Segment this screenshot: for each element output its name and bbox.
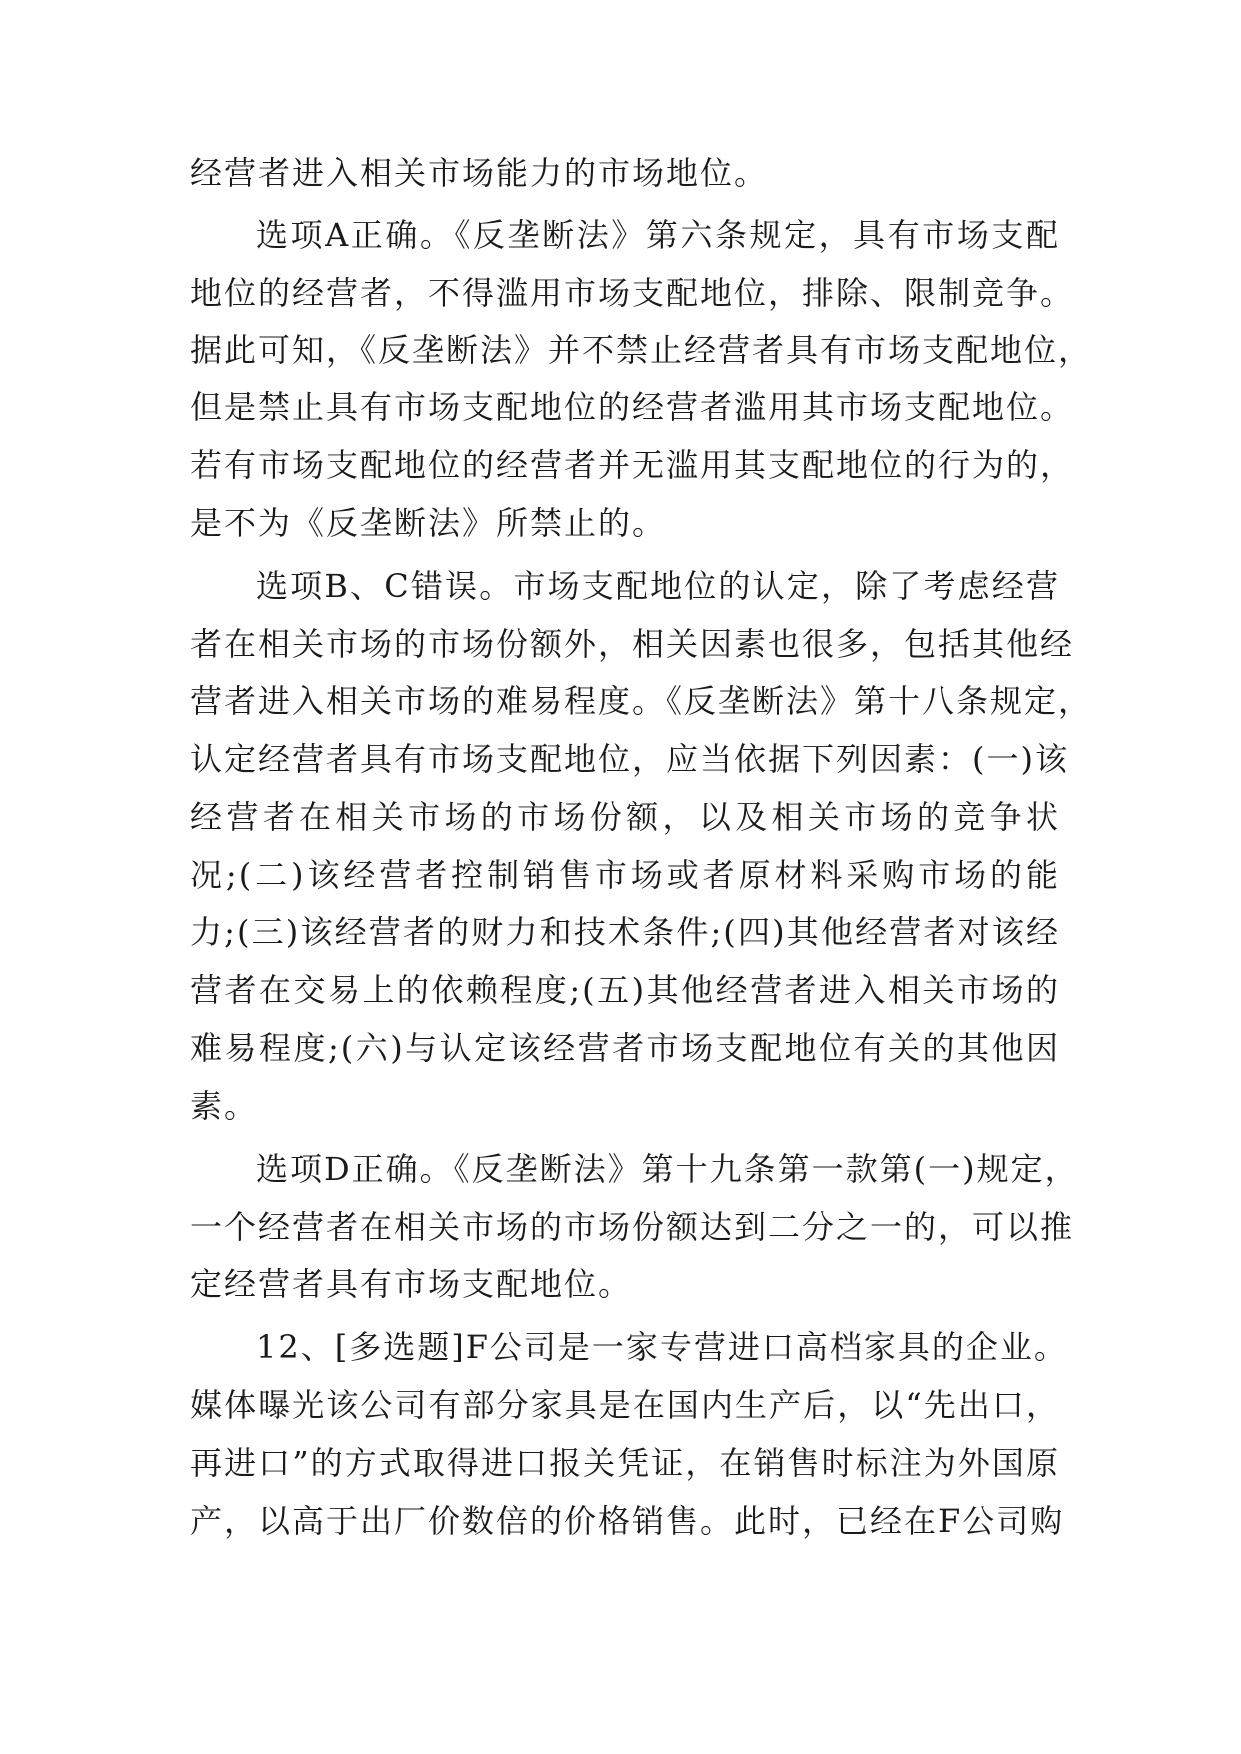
text-line: 难易程度;(六)与认定该经营者市场支配地位有关的其他因 [190, 1029, 1060, 1067]
text-line: 选项B、C错误。市场支配地位的认定，除了考虑经营 [256, 567, 1060, 605]
text-line: 况;(二)该经营者控制销售市场或者原材料采购市场的能 [190, 856, 1060, 894]
text-line: 12、[多选题]F公司是一家专营进口高档家具的企业。 [256, 1328, 1068, 1366]
text-line: 营者进入相关市场的难易程度。《反垄断法》第十八条规定， [190, 682, 1093, 720]
text-line: 一个经营者在相关市场的市场份额达到二分之一的，可以推 [190, 1208, 1075, 1246]
text-line: 素。 [190, 1087, 259, 1125]
text-line: 地位的经营者，不得滥用市场支配地位，排除、限制竞争。 [190, 274, 1075, 312]
text-line: 营者在交易上的依赖程度;(五)其他经营者进入相关市场的 [190, 971, 1060, 1009]
text-line: 者在相关市场的市场份额外，相关因素也很多，包括其他经 [190, 625, 1075, 663]
text-line: 再进口”的方式取得进口报关凭证，在销售时标注为外国原 [190, 1444, 1060, 1482]
text-line: 经营者进入相关市场能力的市场地位。 [190, 154, 769, 192]
text-line: 据此可知，《反垄断法》并不禁止经营者具有市场支配地位， [190, 331, 1093, 369]
text-line: 定经营者具有市场支配地位。 [190, 1265, 633, 1303]
text-line: 是不为《反垄断法》所禁止的。 [190, 504, 667, 542]
text-line: 认定经营者具有市场支配地位，应当依据下列因素：(一)该 [190, 740, 1069, 778]
text-line: 但是禁止具有市场支配地位的经营者滥用其市场支配地位。 [190, 388, 1075, 426]
text-line: 媒体曝光该公司有部分家具是在国内生产后，以“先出口， [190, 1386, 1060, 1424]
text-line: 选项D正确。《反垄断法》第十九条第一款第(一)规定， [256, 1150, 1079, 1188]
text-line: 产，以高于出厂价数倍的价格销售。此时，已经在F公司购 [190, 1502, 1065, 1540]
text-line: 经营者在相关市场的市场份额，以及相关市场的竞争状 [190, 798, 1060, 836]
text-line: 选项A正确。《反垄断法》第六条规定，具有市场支配 [256, 216, 1060, 254]
text-line: 若有市场支配地位的经营者并无滥用其支配地位的行为的， [190, 446, 1075, 484]
text-line: 力;(三)该经营者的财力和技术条件;(四)其他经营者对该经 [190, 913, 1060, 951]
